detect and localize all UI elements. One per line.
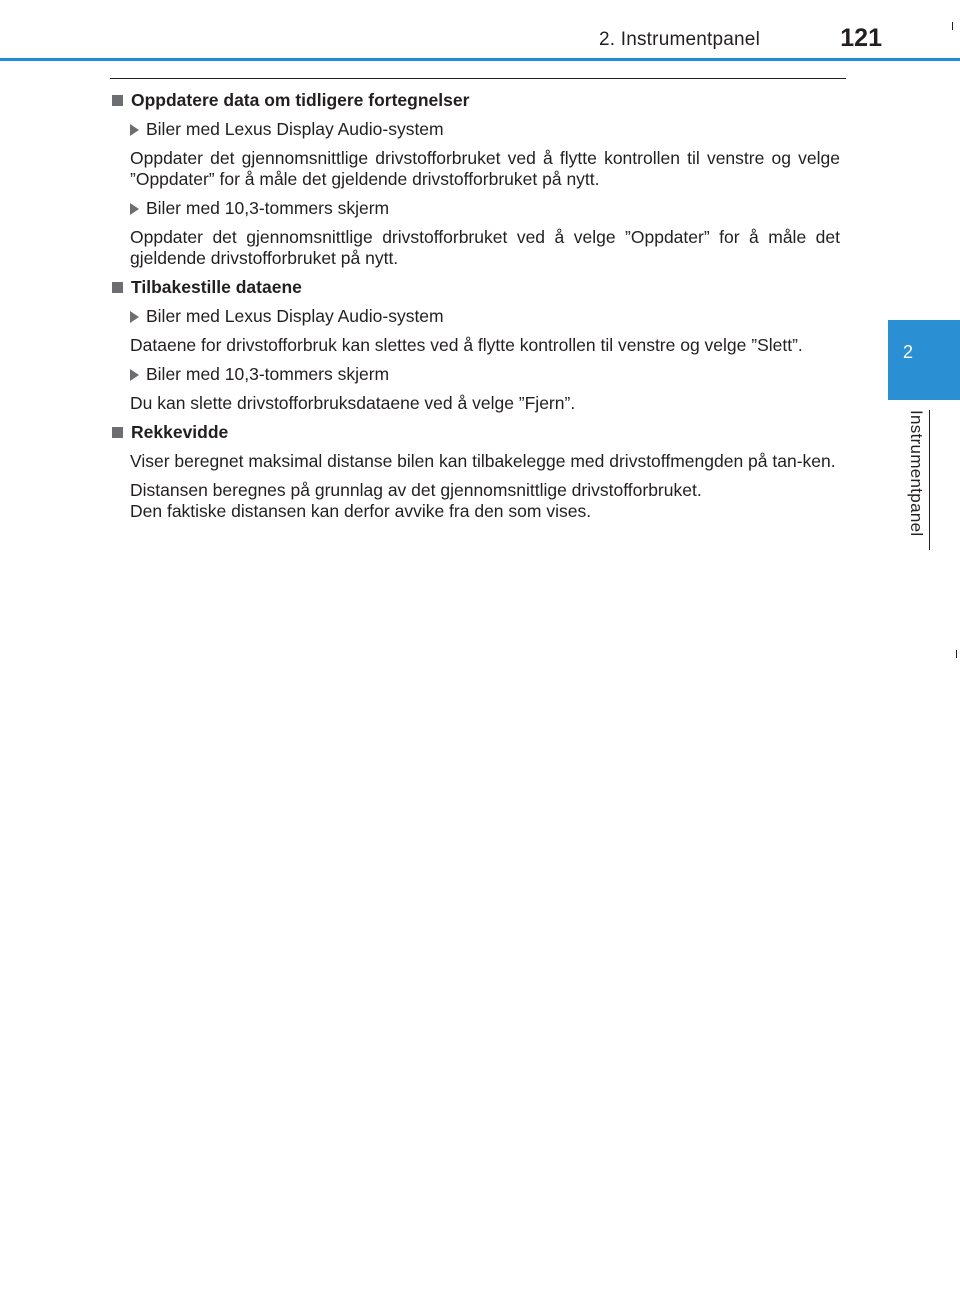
section-heading-text: Rekkevidde [131, 422, 229, 442]
square-bullet-icon [112, 282, 123, 293]
crop-mark [956, 650, 957, 658]
paragraph: Distansen beregnes på grunnlag av det gjennomsnittlige drivstofforbruket. [130, 480, 702, 500]
chapter-tab-number: 2 [902, 342, 913, 362]
paragraph: Oppdater det gjennomsnittlige drivstofforbruket ved å velge ”Oppdater” for å måle det gjeldende drivstofforbruket på nytt. [130, 227, 840, 268]
paragraph: Viser beregnet maksimal distanse bilen kan tilbakelegge med drivstoffmengden på tan-ken. [130, 451, 836, 471]
paragraph: Oppdater det gjennomsnittlige drivstofforbruket ved å flytte kontrollen til venstre og velge ”Oppdater” for å måle det gjeldende drivstofforbruket på nytt. [130, 148, 840, 189]
section-heading-text: Oppdatere data om tidligere fortegnelser [131, 90, 470, 110]
sub-heading [130, 364, 840, 385]
chapter-side-label: Instrumentpanel [907, 410, 926, 537]
sub-heading [130, 198, 840, 219]
side-label-wrapper [890, 410, 926, 560]
sub-heading [130, 119, 840, 140]
page-content [110, 90, 840, 530]
square-bullet-icon [112, 95, 123, 106]
section-heading [110, 422, 840, 443]
sub-heading-text: Biler med Lexus Display Audio-system [146, 306, 444, 326]
section-heading [110, 90, 840, 111]
content-top-rule [110, 78, 846, 79]
sub-heading-text: Biler med 10,3-tommers skjerm [146, 364, 390, 384]
sub-heading-text: Biler med 10,3-tommers skjerm [146, 198, 390, 218]
square-bullet-icon [112, 427, 123, 438]
paragraph: Du kan slette drivstofforbruksdataene ved å velge ”Fjern”. [130, 393, 576, 413]
crop-mark [952, 22, 953, 30]
sub-heading [130, 306, 840, 327]
arrow-bullet-icon [130, 203, 139, 215]
paragraph: Dataene for drivstofforbruk kan slettes ved å flytte kontrollen til venstre og velge ”Slett”. [130, 335, 803, 355]
header-rule [0, 58, 960, 61]
section-heading-text: Tilbakestille dataene [131, 277, 302, 297]
side-divider-line [929, 410, 930, 550]
arrow-bullet-icon [130, 124, 139, 136]
arrow-bullet-icon [130, 311, 139, 323]
chapter-title: 2. Instrumentpanel [599, 29, 760, 50]
page-number: 121 [840, 24, 882, 52]
chapter-tab[interactable] [888, 320, 960, 400]
section-heading [110, 277, 840, 298]
arrow-bullet-icon [130, 369, 139, 381]
paragraph: Den faktiske distansen kan derfor avvike fra den som vises. [130, 501, 592, 521]
sub-heading-text: Biler med Lexus Display Audio-system [146, 119, 444, 139]
